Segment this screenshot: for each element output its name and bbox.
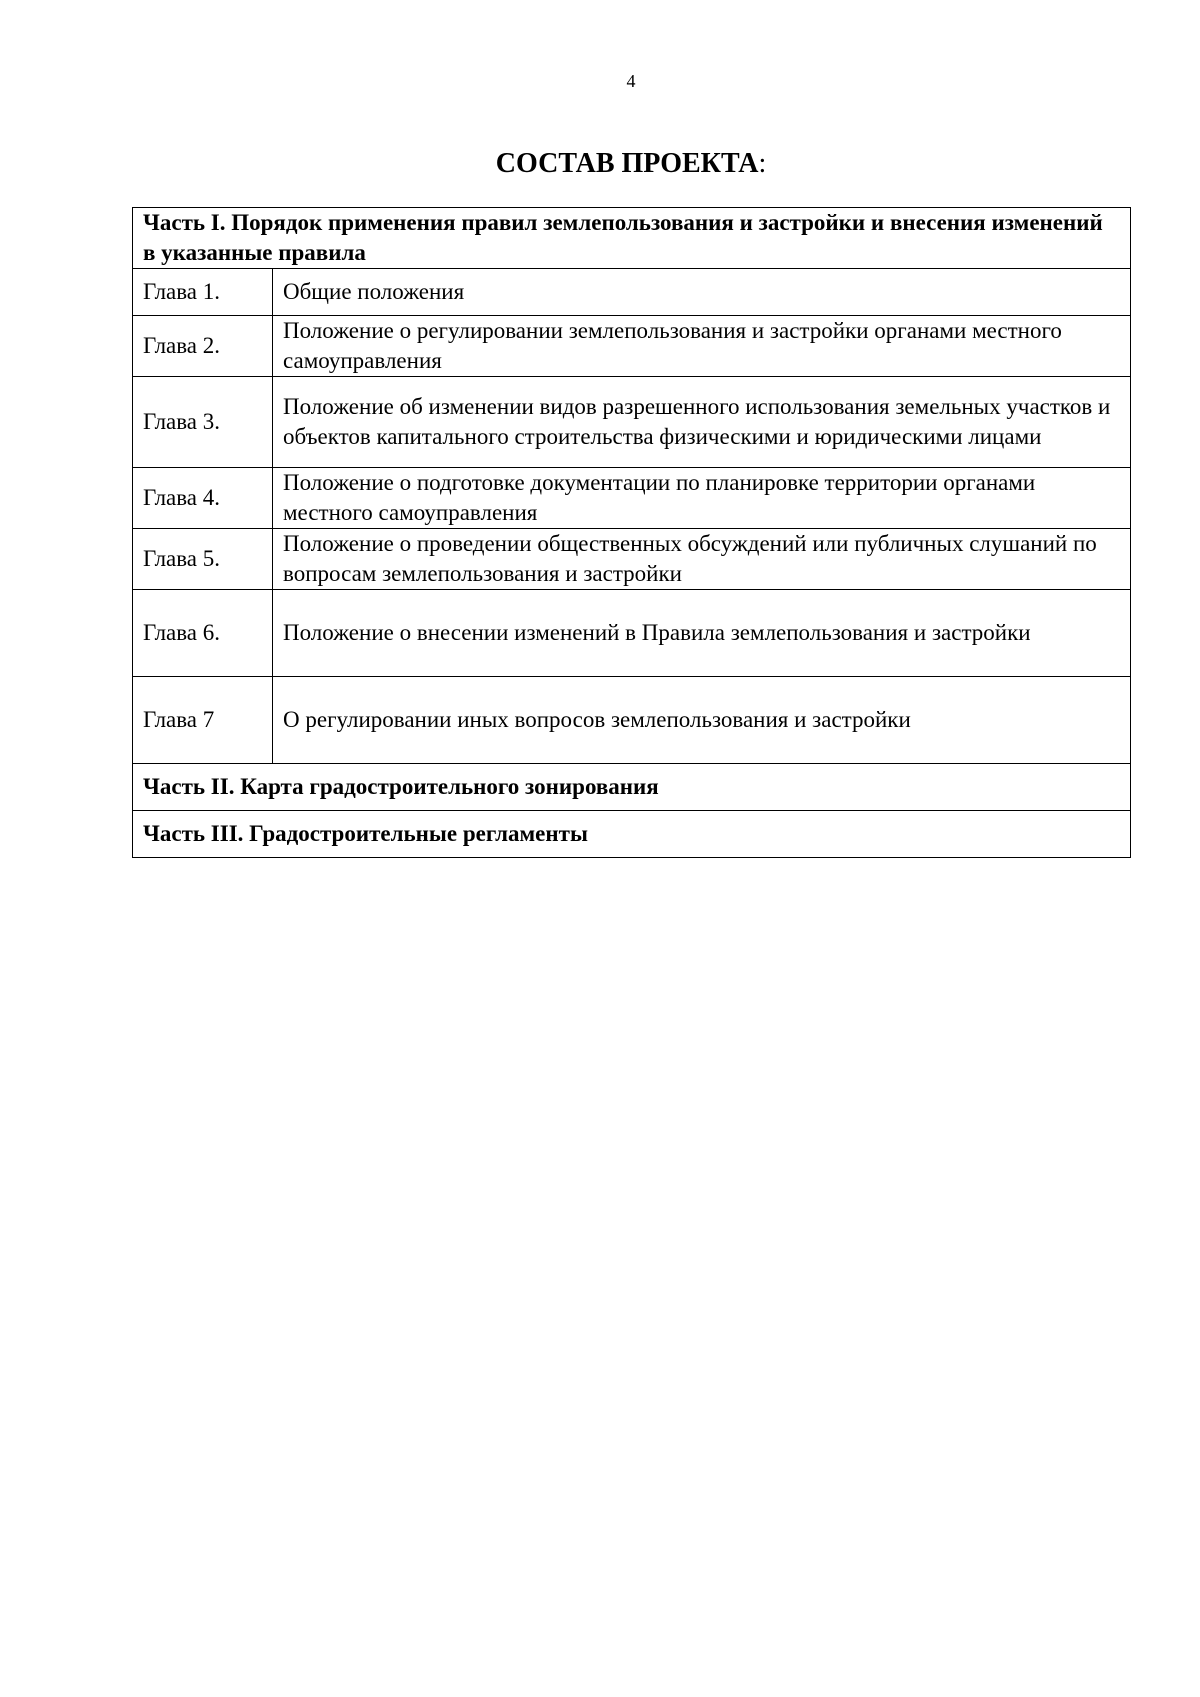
page-number: 4 xyxy=(626,71,636,91)
part-3-heading: Часть III. Градостроительные регламенты xyxy=(133,811,1131,858)
table-row-chapter-1 xyxy=(133,269,1131,316)
chapter-number: Глава 1. xyxy=(133,269,273,316)
chapter-number: Глава 5. xyxy=(133,529,273,590)
table-row-chapter-4 xyxy=(133,468,1131,529)
chapter-number: Глава 2. xyxy=(133,316,273,377)
table-row-chapter-2 xyxy=(133,316,1131,377)
chapter-number: Глава 4. xyxy=(133,468,273,529)
chapter-title: Общие положения xyxy=(273,269,1131,316)
table-row-part-3 xyxy=(133,811,1131,858)
chapter-number: Глава 6. xyxy=(133,590,273,677)
table-row-part-1 xyxy=(133,208,1131,269)
page-title-colon: : xyxy=(758,148,767,179)
chapter-title: Положение об изменении видов разрешенного использования земельных участков и объектов капитального строительства физическими и юридическими лицами xyxy=(273,377,1131,468)
table-row-chapter-6 xyxy=(133,590,1131,677)
table-row-part-2 xyxy=(133,764,1131,811)
chapter-number: Глава 7 xyxy=(133,677,273,764)
part-1-heading: Часть I. Порядок применения правил землепользования и застройки и внесения изменений в указанные правила xyxy=(133,208,1131,269)
contents-table xyxy=(132,207,1131,858)
page-title xyxy=(0,148,1200,180)
chapter-title: Положение о подготовке документации по планировке территории органами местного самоуправления xyxy=(273,468,1131,529)
page-title-text: СОСТАВ ПРОЕКТА xyxy=(495,148,759,179)
table-row-chapter-5 xyxy=(133,529,1131,590)
chapter-title: Положение о регулировании землепользования и застройки органами местного самоуправления xyxy=(273,316,1131,377)
part-2-heading: Часть II. Карта градостроительного зонирования xyxy=(133,764,1131,811)
chapter-title: Положение о проведении общественных обсуждений или публичных слушаний по вопросам землепользования и застройки xyxy=(273,529,1131,590)
table-row-chapter-7 xyxy=(133,677,1131,764)
chapter-number: Глава 3. xyxy=(133,377,273,468)
chapter-title: О регулировании иных вопросов землепользования и застройки xyxy=(273,677,1131,764)
chapter-title: Положение о внесении изменений в Правила землепользования и застройки xyxy=(273,590,1131,677)
table-row-chapter-3 xyxy=(133,377,1131,468)
